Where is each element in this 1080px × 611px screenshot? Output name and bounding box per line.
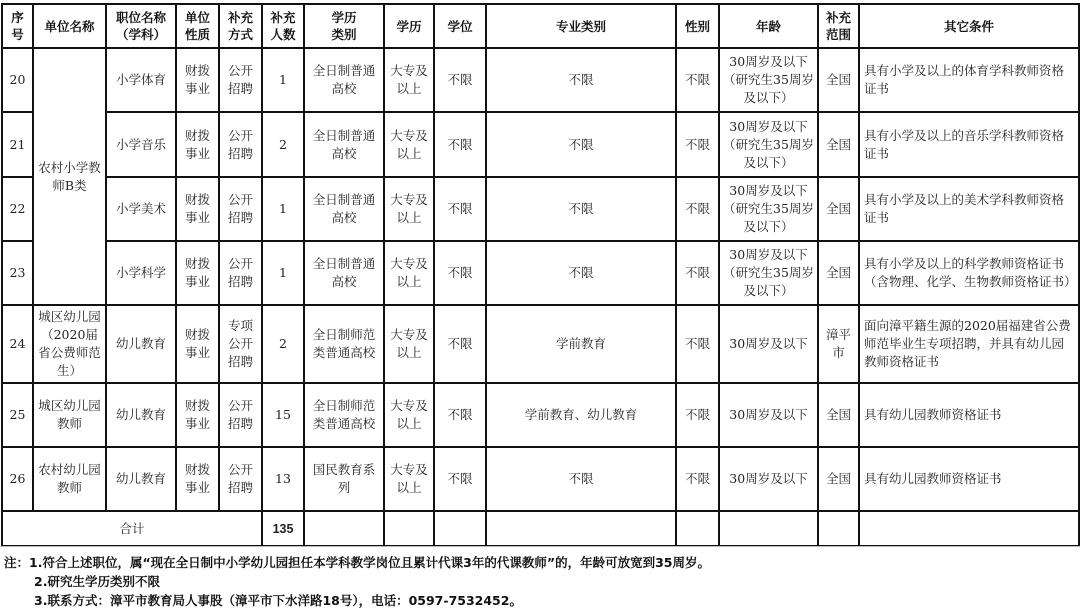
cell-other: 具有小学及以上的体育学科教师资格证书 — [859, 48, 1079, 112]
notes-section — [4, 553, 710, 610]
cell-age: 30周岁及以下 — [719, 305, 818, 383]
cell-nature: 财拨事业 — [176, 48, 219, 112]
cell-edu: 大专及以上 — [384, 48, 434, 112]
cell-nature: 财拨事业 — [176, 112, 219, 177]
cell-degree: 不限 — [434, 177, 486, 241]
cell-unit-group: 农村小学教师B类 — [33, 48, 106, 305]
empty-cell — [304, 511, 384, 546]
cell-other: 具有小学及以上的科学教师资格证书（含物理、化学、生物教师资格证书） — [859, 241, 1079, 305]
cell-other: 面向漳平籍生源的2020届福建省公费师范毕业生专项招聘，并具有幼儿园教师资格证书 — [859, 305, 1079, 383]
table-row — [2, 48, 1079, 112]
cell-no: 26 — [2, 447, 33, 511]
cell-count: 2 — [262, 112, 304, 177]
header-count: 补充 人数 — [262, 4, 304, 48]
cell-other: 具有幼儿园教师资格证书 — [859, 447, 1079, 511]
cell-age: 30周岁及以下（研究生35周岁及以下） — [719, 177, 818, 241]
cell-scope: 全国 — [818, 383, 859, 447]
header-age: 年龄 — [719, 4, 818, 48]
cell-edu-type: 全日制普通高校 — [304, 48, 384, 112]
header-edu-type: 学历 类别 — [304, 4, 384, 48]
cell-edu: 大专及以上 — [384, 241, 434, 305]
divider — [0, 546, 1080, 547]
cell-count: 2 — [262, 305, 304, 383]
cell-age: 30周岁及以下 — [719, 383, 818, 447]
cell-position: 小学美术 — [106, 177, 176, 241]
cell-other: 具有幼儿园教师资格证书 — [859, 383, 1079, 447]
recruitment-table-wrapper — [1, 3, 1080, 547]
cell-edu: 大专及以上 — [384, 447, 434, 511]
cell-scope: 漳平市 — [818, 305, 859, 383]
empty-cell — [384, 511, 434, 546]
cell-scope: 全国 — [818, 48, 859, 112]
cell-position: 幼儿教育 — [106, 305, 176, 383]
empty-cell — [434, 511, 486, 546]
note-2: 2.研究生学历类别不限 — [34, 574, 160, 589]
table-row — [2, 383, 1079, 447]
cell-position: 幼儿教育 — [106, 447, 176, 511]
cell-edu: 大专及以上 — [384, 383, 434, 447]
cell-position: 小学音乐 — [106, 112, 176, 177]
total-label: 合计 — [2, 511, 262, 546]
header-method: 补充 方式 — [219, 4, 262, 48]
cell-position: 小学科学 — [106, 241, 176, 305]
cell-degree: 不限 — [434, 383, 486, 447]
cell-degree: 不限 — [434, 305, 486, 383]
cell-edu-type: 国民教育系列 — [304, 447, 384, 511]
cell-no: 23 — [2, 241, 33, 305]
cell-count: 1 — [262, 177, 304, 241]
cell-edu: 大专及以上 — [384, 177, 434, 241]
cell-scope: 全国 — [818, 447, 859, 511]
cell-edu-type: 全日制师范类普通高校 — [304, 383, 384, 447]
header-nature: 单位 性质 — [176, 4, 219, 48]
cell-method: 公开招聘 — [219, 447, 262, 511]
header-major: 专业类别 — [486, 4, 676, 48]
cell-edu: 大专及以上 — [384, 112, 434, 177]
cell-major: 不限 — [486, 48, 676, 112]
cell-degree: 不限 — [434, 112, 486, 177]
cell-gender: 不限 — [676, 447, 719, 511]
table-row — [2, 177, 1079, 241]
cell-count: 1 — [262, 241, 304, 305]
empty-cell — [486, 511, 676, 546]
cell-unit: 城区幼儿园教师 — [33, 383, 106, 447]
cell-unit: 农村幼儿园教师 — [33, 447, 106, 511]
cell-age: 30周岁及以下 — [719, 447, 818, 511]
cell-scope: 全国 — [818, 112, 859, 177]
total-count: 135 — [262, 511, 304, 546]
header-edu: 学历 — [384, 4, 434, 48]
cell-other: 具有小学及以上的音乐学科教师资格证书 — [859, 112, 1079, 177]
cell-no: 25 — [2, 383, 33, 447]
cell-nature: 财拨事业 — [176, 383, 219, 447]
cell-no: 24 — [2, 305, 33, 383]
cell-position: 幼儿教育 — [106, 383, 176, 447]
cell-edu-type: 全日制普通高校 — [304, 177, 384, 241]
cell-degree: 不限 — [434, 447, 486, 511]
total-row — [2, 511, 1079, 546]
empty-cell — [818, 511, 859, 546]
cell-gender: 不限 — [676, 305, 719, 383]
cell-gender: 不限 — [676, 241, 719, 305]
cell-gender: 不限 — [676, 383, 719, 447]
cell-count: 13 — [262, 447, 304, 511]
cell-major: 不限 — [486, 112, 676, 177]
cell-major: 学前教育 — [486, 305, 676, 383]
cell-edu-type: 全日制普通高校 — [304, 112, 384, 177]
table-row — [2, 241, 1079, 305]
cell-major: 不限 — [486, 447, 676, 511]
table-row — [2, 112, 1079, 177]
cell-nature: 财拨事业 — [176, 305, 219, 383]
cell-method: 公开招聘 — [219, 112, 262, 177]
cell-nature: 财拨事业 — [176, 241, 219, 305]
cell-age: 30周岁及以下（研究生35周岁及以下） — [719, 48, 818, 112]
header-no: 序号 — [2, 4, 33, 48]
header-degree: 学位 — [434, 4, 486, 48]
header-row — [2, 4, 1079, 48]
cell-method: 公开招聘 — [219, 177, 262, 241]
cell-other: 具有小学及以上的美术学科教师资格证书 — [859, 177, 1079, 241]
cell-method: 公开招聘 — [219, 241, 262, 305]
notes-prefix: 注： — [4, 555, 30, 570]
cell-age: 30周岁及以下（研究生35周岁及以下） — [719, 112, 818, 177]
empty-cell — [719, 511, 818, 546]
cell-nature: 财拨事业 — [176, 447, 219, 511]
header-other: 其它条件 — [859, 4, 1079, 48]
cell-gender: 不限 — [676, 177, 719, 241]
cell-gender: 不限 — [676, 112, 719, 177]
header-position: 职位名称 （学科） — [106, 4, 176, 48]
cell-degree: 不限 — [434, 48, 486, 112]
cell-position: 小学体育 — [106, 48, 176, 112]
cell-count: 15 — [262, 383, 304, 447]
cell-scope: 全国 — [818, 177, 859, 241]
header-unit: 单位名称 — [33, 4, 106, 48]
empty-cell — [676, 511, 719, 546]
cell-edu-type: 全日制普通高校 — [304, 241, 384, 305]
cell-nature: 财拨事业 — [176, 177, 219, 241]
cell-gender: 不限 — [676, 48, 719, 112]
note-3: 3.联系方式：漳平市教育局人事股（漳平市下水洋路18号），电话：0597-7532452。 — [34, 593, 522, 608]
cell-edu-type: 全日制师范类普通高校 — [304, 305, 384, 383]
cell-method: 公开招聘 — [219, 383, 262, 447]
cell-method: 专项公开招聘 — [219, 305, 262, 383]
cell-no: 20 — [2, 48, 33, 112]
cell-method: 公开招聘 — [219, 48, 262, 112]
table-row — [2, 447, 1079, 511]
note-1: 注：1.符合上述职位，属“现在全日制中小学幼儿园担任本学科教学岗位且累计代课3年的代课教师”的，年龄可放宽到35周岁。 — [4, 555, 710, 570]
header-scope: 补充 范围 — [818, 4, 859, 48]
cell-unit: 城区幼儿园（2020届省公费师范生） — [33, 305, 106, 383]
cell-count: 1 — [262, 48, 304, 112]
cell-degree: 不限 — [434, 241, 486, 305]
table-row — [2, 305, 1079, 383]
cell-scope: 全国 — [818, 241, 859, 305]
cell-major: 学前教育、幼儿教育 — [486, 383, 676, 447]
header-gender: 性别 — [676, 4, 719, 48]
empty-cell — [859, 511, 1079, 546]
cell-age: 30周岁及以下（研究生35周岁及以下） — [719, 241, 818, 305]
cell-no: 21 — [2, 112, 33, 177]
cell-edu: 大专及以上 — [384, 305, 434, 383]
cell-major: 不限 — [486, 177, 676, 241]
cell-major: 不限 — [486, 241, 676, 305]
cell-no: 22 — [2, 177, 33, 241]
recruitment-table — [1, 3, 1080, 547]
